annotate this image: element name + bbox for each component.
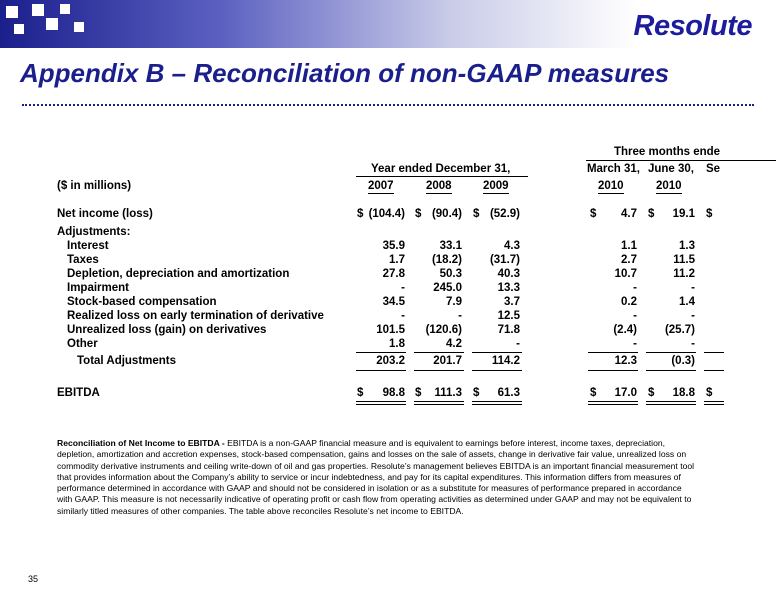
row-value: 13.3: [497, 282, 520, 294]
col-head-june: June 30,: [647, 163, 694, 175]
dollar-sign: $: [590, 208, 597, 220]
row-value: 201.7: [433, 355, 462, 367]
group-rule-year: [356, 176, 528, 177]
grand-total-double-rule: [646, 401, 696, 405]
col-head-march: March 31,: [586, 163, 640, 175]
row-value: 17.0: [614, 387, 637, 399]
col-year-2008: 2008: [426, 180, 452, 192]
row-value: -: [401, 282, 405, 294]
row-label: Depletion, depreciation and amortization: [67, 268, 290, 280]
col-year-2009: 2009: [483, 180, 509, 192]
row-value: -: [633, 282, 637, 294]
row-value: 18.8: [672, 387, 695, 399]
row-value: -: [516, 338, 520, 350]
row-value: 111.3: [434, 387, 462, 399]
total-rule: [588, 370, 638, 371]
row-label: Total Adjustments: [77, 355, 177, 367]
row-label: Taxes: [67, 254, 99, 266]
total-rule: [472, 370, 522, 371]
row-label: Interest: [67, 240, 109, 252]
row-value: -: [691, 338, 695, 350]
grand-total-double-rule: [704, 401, 724, 405]
row-value: (104.4): [368, 208, 405, 220]
dollar-sign: $: [706, 208, 713, 220]
total-rule: [414, 370, 464, 371]
dollar-sign: $: [357, 208, 364, 220]
page-title: Appendix B – Reconciliation of non-GAAP measures: [20, 58, 670, 88]
units-label: ($ in millions): [57, 180, 132, 192]
row-value: 3.7: [504, 296, 520, 308]
col-year-2010-q2: 2010: [656, 180, 682, 192]
dollar-sign: $: [415, 208, 422, 220]
dollar-sign: $: [415, 387, 422, 399]
row-value: (2.4): [613, 324, 637, 336]
row-label: Adjustments:: [57, 226, 131, 238]
row-value: 4.2: [446, 338, 462, 350]
row-value: 50.3: [439, 268, 462, 280]
row-value: (0.3): [671, 355, 695, 367]
note-heading: Reconciliation of Net Income to EBITDA -: [57, 438, 225, 448]
row-value: 245.0: [433, 282, 462, 294]
ebitda-note: [57, 438, 697, 517]
dollar-sign: $: [648, 387, 655, 399]
row-label: Stock-based compensation: [67, 296, 217, 308]
row-value: 71.8: [497, 324, 520, 336]
dollar-sign: $: [648, 208, 655, 220]
row-value: 2.7: [621, 254, 637, 266]
row-value: -: [633, 310, 637, 322]
row-label: Net income (loss): [57, 208, 153, 220]
row-value: 1.4: [679, 296, 695, 308]
row-value: 19.1: [672, 208, 695, 220]
row-value: 27.8: [382, 268, 405, 280]
grand-total-double-rule: [356, 401, 406, 405]
row-value: 4.3: [504, 240, 520, 252]
row-label: Other: [67, 338, 98, 350]
row-label: Unrealized loss (gain) on derivatives: [67, 324, 267, 336]
note-body: EBITDA is a non-GAAP financial measure and is equivalent to earnings before interest, income taxes, depreciation, depletion, amortization and accretion expenses, stock-based compensation, gains and losses on the sale of assets, change in derivative fair value, unrealized loss on commodity derivative instruments and ceiling write-down of oil and gas properties. Resolute’s management believes EBITDA is an important financial measurement tool that provides information about the Company’s ability to service or incur indebtedness, and pay for its capital expenditures. This information differs from measures of performance determined in accordance with GAAP and should not be considered in isolation or as a substitute for measures of performance prepared in accordance with GAAP. This measure is not necessarily indicative of operating profit or cash flow from operating activities as determined under GAAP and may not be equivalent to similarly titled measures of other companies. The table above reconciles Resolute’s net income to EBITDA.: [57, 438, 695, 516]
subtotal-rule: [356, 352, 406, 353]
row-label: EBITDA: [57, 387, 100, 399]
row-value: (120.6): [425, 324, 462, 336]
subtotal-rule: [588, 352, 638, 353]
row-value: 1.1: [621, 240, 637, 252]
grand-total-double-rule: [588, 401, 638, 405]
subtotal-rule: [704, 352, 724, 353]
subtotal-rule: [472, 352, 522, 353]
dollar-sign: $: [473, 208, 480, 220]
row-value: 98.8: [382, 387, 405, 399]
row-value: 0.2: [621, 296, 637, 308]
row-value: -: [633, 338, 637, 350]
row-value: 114.2: [491, 355, 520, 367]
row-value: -: [691, 310, 695, 322]
row-value: 40.3: [497, 268, 520, 280]
col-year-2007: 2007: [368, 180, 394, 192]
row-value: (18.2): [431, 254, 462, 266]
total-rule: [704, 370, 724, 371]
row-value: 12.5: [497, 310, 520, 322]
row-label: Impairment: [67, 282, 129, 294]
col-year-2010-q1: 2010: [598, 180, 624, 192]
row-label: Realized loss on early termination of derivative: [67, 310, 324, 322]
row-value: 203.2: [376, 355, 405, 367]
row-value: 35.9: [382, 240, 405, 252]
total-rule: [356, 370, 406, 371]
group-header-three-months: Three months ende: [614, 146, 721, 158]
row-value: 1.7: [389, 254, 405, 266]
row-value: (52.9): [489, 208, 520, 220]
row-value: 34.5: [382, 296, 405, 308]
row-value: (90.4): [431, 208, 462, 220]
row-value: 1.8: [389, 338, 405, 350]
dollar-sign: $: [473, 387, 480, 399]
row-value: 1.3: [679, 240, 695, 252]
grand-total-double-rule: [472, 401, 522, 405]
row-value: 33.1: [439, 240, 462, 252]
dollar-sign: $: [357, 387, 364, 399]
row-value: -: [401, 310, 405, 322]
row-value: -: [458, 310, 462, 322]
row-value: 4.7: [621, 208, 637, 220]
group-rule-three-months: [586, 160, 776, 161]
col-head-sept: Se: [706, 163, 721, 175]
row-value: 11.2: [673, 268, 695, 280]
row-value: 7.9: [446, 296, 462, 308]
page-number: 35: [28, 574, 39, 584]
row-value: (31.7): [489, 254, 520, 266]
dollar-sign: $: [706, 387, 713, 399]
row-value: 12.3: [614, 355, 637, 367]
row-value: -: [691, 282, 695, 294]
company-logo: Resolute: [633, 10, 752, 42]
row-value: (25.7): [664, 324, 695, 336]
row-value: 61.3: [497, 387, 520, 399]
row-value: 10.7: [614, 268, 637, 280]
total-rule: [646, 370, 696, 371]
subtotal-rule: [414, 352, 464, 353]
row-value: 11.5: [673, 254, 695, 266]
group-header-year: Year ended December 31,: [371, 163, 511, 175]
dollar-sign: $: [590, 387, 597, 399]
subtotal-rule: [646, 352, 696, 353]
grand-total-double-rule: [414, 401, 464, 405]
row-value: 101.5: [376, 324, 405, 336]
